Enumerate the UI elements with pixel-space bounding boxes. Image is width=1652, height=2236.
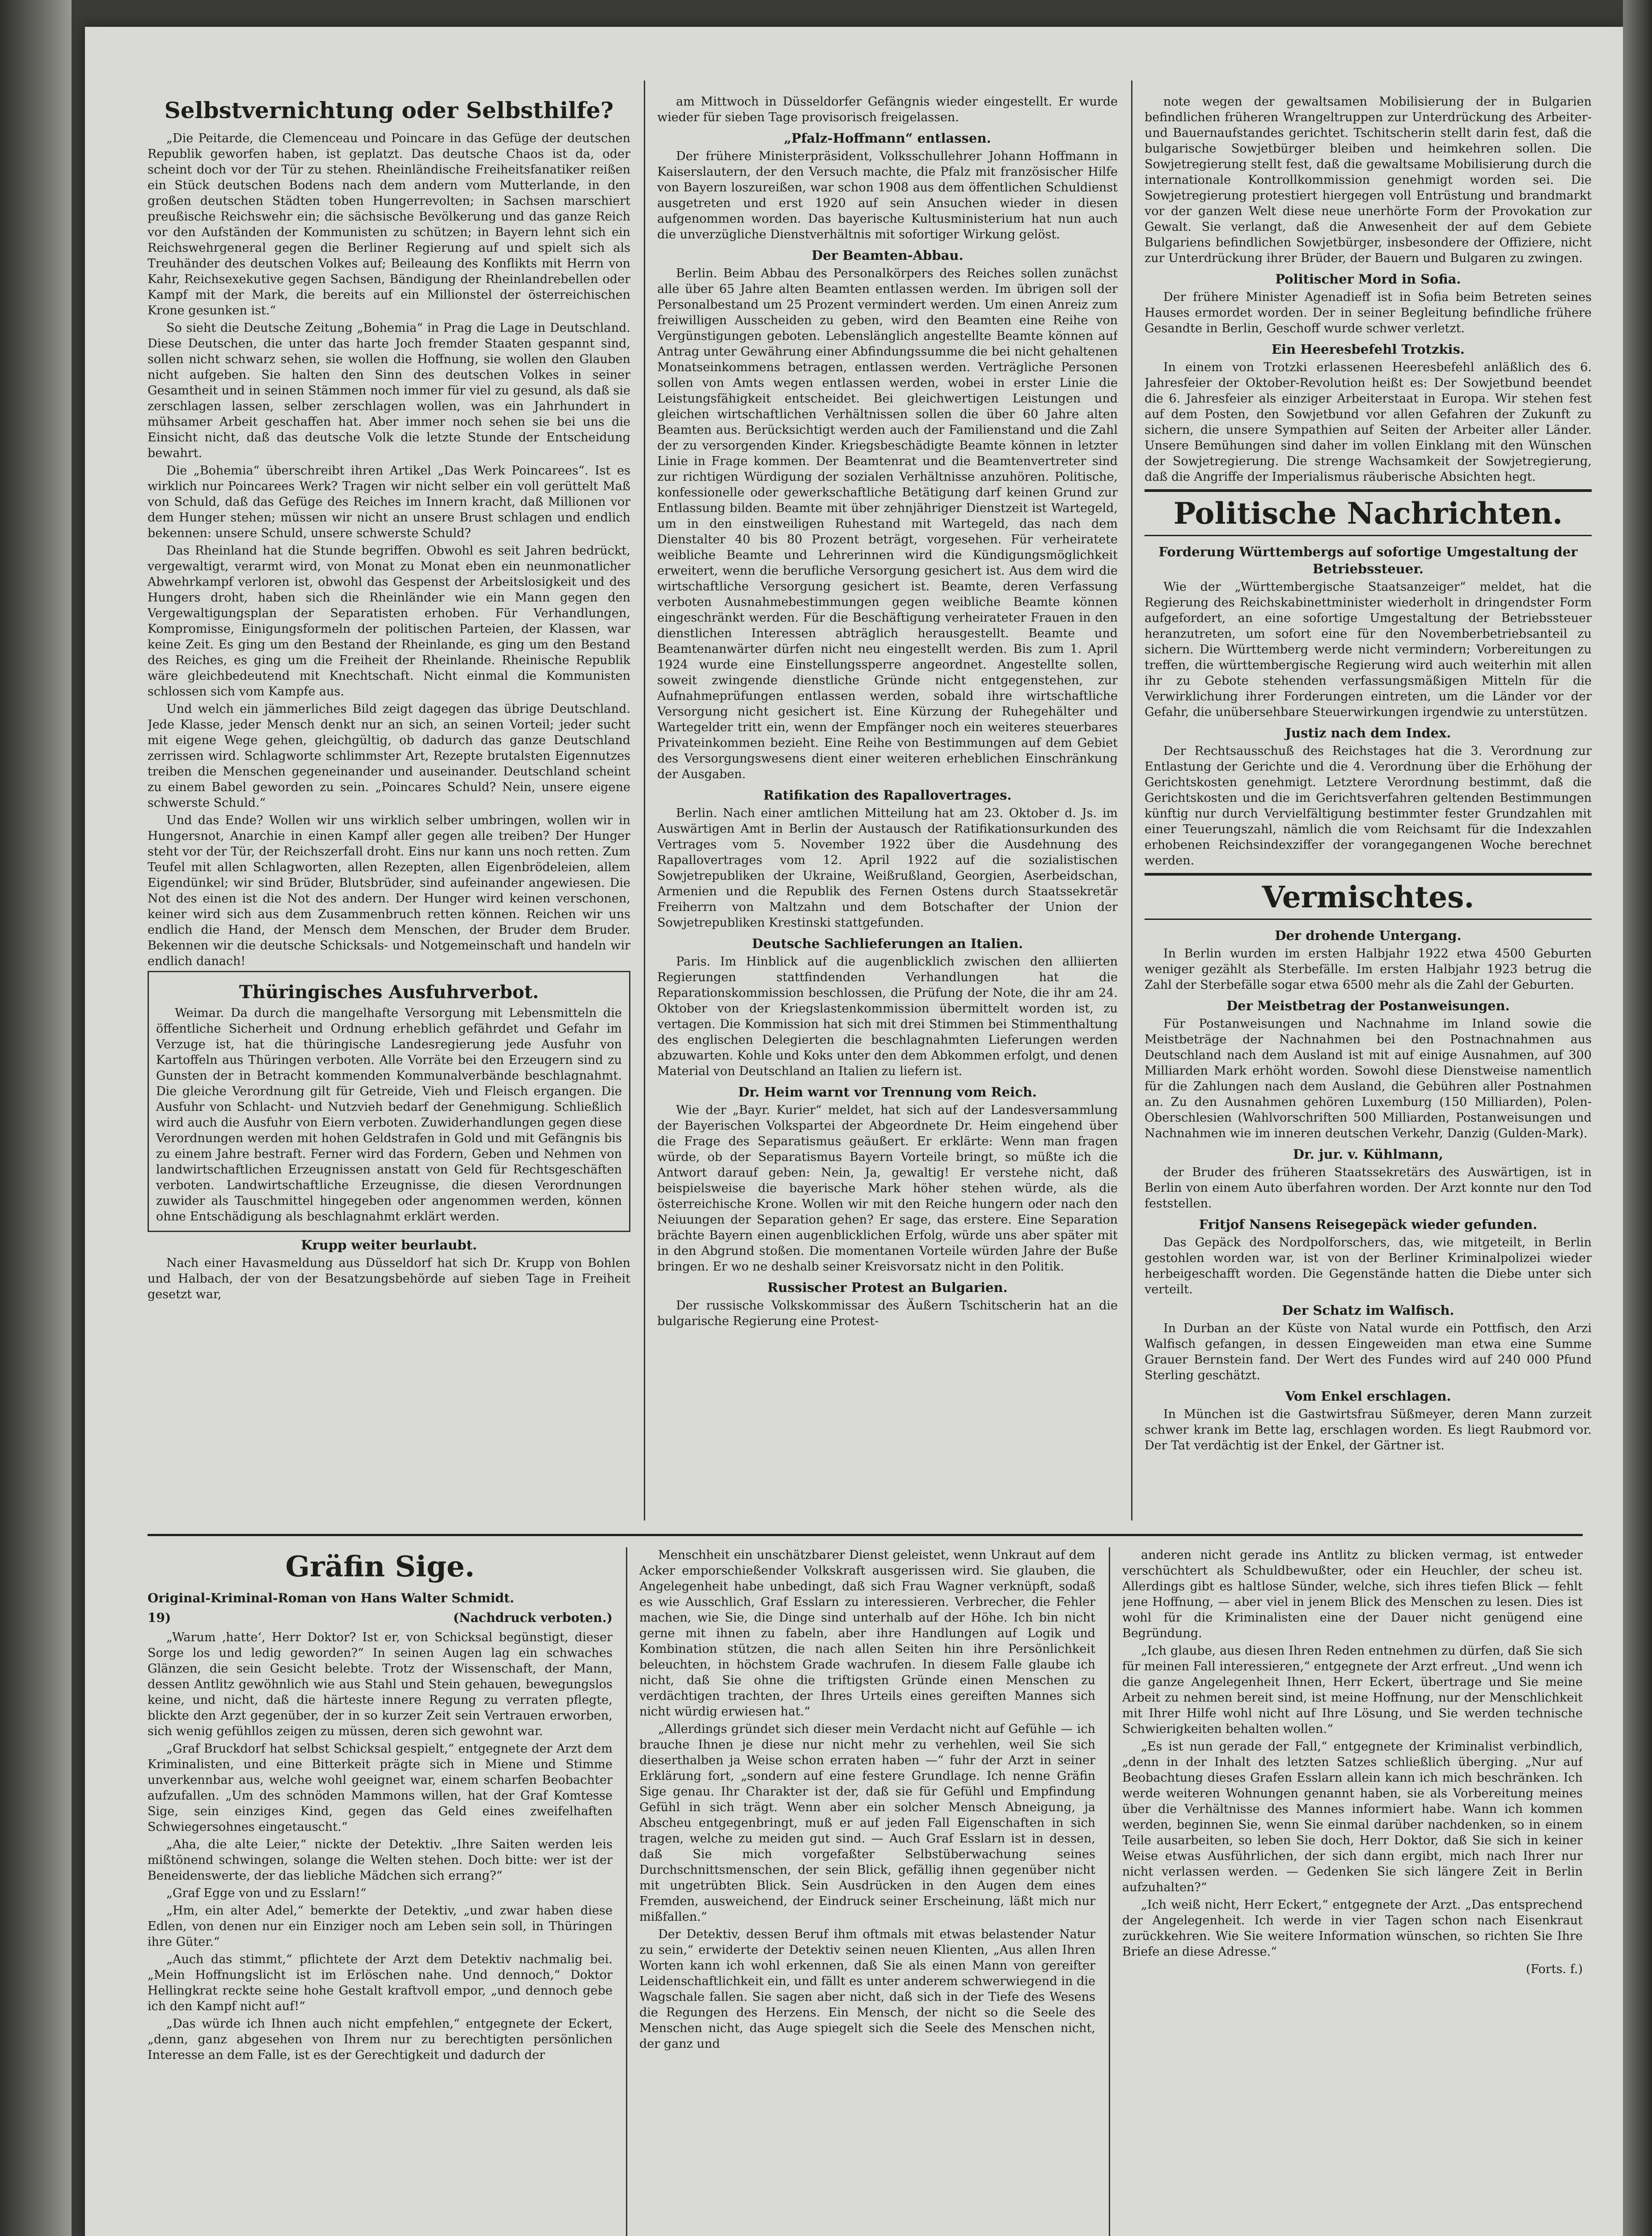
paragraph: „Allerdings gründet sich dieser mein Verdacht nicht auf Gefühle — ich brauche Ihnen je diese nur nicht mehr zu verhehlen, weil Sie sich dieserthalben ja Weise schon erraten haben —“ fuhr der Arzt in seiner Erklärung fort, „sondern auf eine festere Grundlage. Ich nenne Gräfin Sige genau. Ihr Charakter ist der, daß sie für Gefühl und Empfindung Gefühl in sich trägt. Wenn aber ein solcher Mensch Abneigung, ja Abscheu entgegenbringt, muß er auf jeden Fall Eigenschaften in sich tragen, welche zu meiden gut sind. — Auch Graf Esslarn ist in dessen, daß Sie mich vorgefaßter Selbstüberwachung seines Durchschnittsmenschen, der sein Blick, gefällig ihnen gegenüber nicht mit ungetrübten Blick. Sein Ausdrücken in den Augen dem eines Fremden, ausweichend, der Eindruck seiner Erscheinung, läßt mich nur mißfallen.“ [639, 1722, 1095, 1924]
article-headline: Fritjof Nansens Reisegepäck wieder gefunden. [1199, 1217, 1538, 1232]
paragraph: Berlin. Beim Abbau des Personalkörpers des Reiches sollen zunächst alle über 65 Jahre alten Beamten entlassen werden. Im übrigen soll der Personalbestand um 25 Prozent vermindert werden. Um einen Anreiz zum freiwilligen Ausscheiden zu geben, wird den Beamten eine Reihe von Vergünstigungen geboten. Lebenslänglich angestellte Beamte können auf Antrag unter Gewährung einer Abfindungssumme die bei nicht gehaltenen Monatseinkommens betragen, entlassen werden. Verträgliche Personen sollen von Amts wegen entlassen werden, wobei in erster Linie die Leistungsfähigkeit entscheidet. Bei gleichwertigen Leistungen und gleichen wirtschaftlichen Verhältnissen sollen die über 60 Jahre alten Beamten aus. Berücksichtigt werden auch der Familienstand und die Zahl der zu versorgenden Kinder. Kriegsbeschädigte Beamte können in letzter Linie in Frage kommen. Der Beamtenrat und die Beamtenvertreter sind zur richtigen Würdigung der sozialen Verhältnisse anzuhören. Politische, konfessionelle oder gewerkschaftliche Betätigung darf keinen Grund zur Entlassung bilden. Beamte mit über zehnjähriger Dienstzeit ist Wartegeld, um in den einstweiligen Ruhestand mit Wartegeld, das nach dem Dienstalter 40 bis 80 Prozent beträgt, vorgesehen. Für verheiratete weibliche Beamte und Lehrerinnen wird die Kündigungsmöglichkeit erweitert, wenn die berufliche Versorgung gesichert ist. Aus dem wird die wirtschaftliche Versorgung gesichert ist. Beamte, deren Verfassung verboten Ausnahmebestimmungen gegen weibliche Beamte können eingeschränkt werden. Für die Beschäftigung verheirateter Frauen in den dienstlichen Interessen abträglich herausgestellt. Beamte und Beamtenanwärter dürfen nicht neu eingestellt werden. Bis zum 1. April 1924 wurde eine Einstellungssperre angeordnet. Angestellte sollen, soweit zwingende dienstliche Gründe nicht entgegenstehen, zur Aufnahmeprüfungen entlassen werden, sobald ihre wirtschaftliche Versorgung nicht gesichert ist. Eine Kürzung der Ruhegehälter und Wartegelder tritt ein, wenn der Empfänger noch ein weiteres steuerbares Privateinkommen bezieht. Eine Reihe von Bestimmungen auf dem Gebiet des Versorgungswesens dient einer weiteren erheblichen Einschränkung der Ausgaben. [657, 267, 1118, 781]
paragraph: Der Rechtsausschuß des Reichstages hat die 3. Verordnung zur Entlastung der Gerichte und die 4. Verordnung über die Erhöhung der Gerichtskosten genehmigt. Letztere Verordnung bestimmt, daß die Gerichtskosten und die im Gerichtsverfahren geltenden Bestimmungen künftig nur durch Vervielfältigung bestimmter fester Grundzahlen mit einer Teuerungszahl, nämlich die vom Reichsamt für die Indexzahlen erhobenen Reichsindexziffer der vorangegangenen Woche berechnet werden. [1145, 744, 1592, 868]
paragraph: Berlin. Nach einer amtlichen Mitteilung hat am 23. Oktober d. Js. im Auswärtigen Amt in Berlin der Austausch der Ratifikationsurkunden des Vertrages vom 5. November 1922 über die Ausdehnung des Rapallovertrages vom 12. April 1922 auf die sozialistischen Sowjetrepubliken der Ukraine, Weißrußland, Georgien, Aserbeidschan, Armenien und die Republik des Fernen Ostens durch Staatssekretär Freiherrn von Maltzahn und dem Botschafter der Union der Sowjetrepubliken Krestinski stattgefunden. [657, 806, 1118, 930]
paragraph: Nach einer Havasmeldung aus Düsseldorf hat sich Dr. Krupp von Bohlen und Halbach, der von der Besatzungsbehörde auf sieben Tage in Freiheit gesetzt war, [148, 1256, 630, 1301]
paragraph: „Graf Bruckdorf hat selbst Schicksal gespielt,“ entgegnete der Arzt dem Kriminalisten, und eine Bitterkeit prägte sich in Miene und Stimme unverkennbar aus, welche wohl geeignet war, einem scharfen Beobachter aufzufallen. „Um des schnöden Mammons willen, hat der Graf Komtesse Sige, sein einziges Kind, gegen das Geld eines zweifelhaften Schwiegersohnes eingetauscht.“ [148, 1742, 613, 1834]
paragraph: In München ist die Gastwirtsfrau Süßmeyer, deren Mann zurzeit schwer krank im Bette lag, erschlagen worden. Es liegt Raubmord vor. Der Tat verdächtig ist der Enkel, der Gärtner ist. [1145, 1407, 1592, 1453]
paragraph: „Es ist nun gerade der Fall,“ entgegnete der Kriminalist verbindlich, „denn in der Inhalt des letzten Satzes schließlich überging. „Nur auf Beobachtung dieses Grafen Esslarn allein kann ich mich beschränken. Ich werde weiteren Wohnungen genannt haben, sie als Vorbereitung meines über die Verhältnisse des Mannes informiert habe. Wann ich kommen werden, beginnen Sie, wenn Sie einmal darüber nachdenken, so in einem Teile ausarbeiten, so leben Sie doch, Herr Doktor, daß Sie sich in keiner Weise etwas Ausführlichen, der sich dann ergibt, mich nach Ihrer nur nicht verlassen werden. — Gedenken Sie sich längere Zeit in Berlin aufzuhalten?“ [1122, 1740, 1583, 1894]
article-headline: Deutsche Sachlieferungen an Italien. [752, 936, 1023, 951]
paragraph: Paris. Im Hinblick auf die augenblicklich zwischen den alliierten Regierungen stattfindenden Verhandlungen hat die Reparationskommission beschlossen, die Prüfung der Note, die ihr am 24. Oktober von der Kriegslastenkommission übermittelt worden ist, zu vertagen. Die Kommission hat sich mit drei Stimmen bei Stimmenthaltung des englischen Delegierten die beschlagnahmten Lieferungen werden abzuwarten. Kohle und Koks unter den dem Abkommen erfolgt, und denen Material von Deutschland an Italien zu liefern ist. [657, 955, 1118, 1078]
paragraph: Die „Bohemia“ überschreibt ihren Artikel „Das Werk Poincarees“. Ist es wirklich nur Poincarees Werk? Tragen wir nicht selber ein voll gerüttelt Maß von Schuld, daß das Gefüge des Reiches im Innern kracht, daß Millionen vor dem Hunger stehen; müssen wir nicht an unsere Brust schlagen und endlich bekennen: unsere Schuld, unsere schwerste Schuld? [148, 464, 630, 540]
paragraph: Und das Ende? Wollen wir uns wirklich selber umbringen, wollen wir in Hungersnot, Anarchie in einen Kampf aller gegen alle treiben? Der Hunger steht vor der Tür, der Reichszerfall droht. Eins nur kann uns noch retten. Zum Teufel mit allen Schlagworten, allen Rezepten, allen Eigenbrödeleien, allem Eigendünkel; wir sind Brüder, Blutsbrüder, sind aufeinander angewiesen. Die Not des einen ist die Not des andern. Der Hunger wird keinen verschonen, keiner wird sich aus dem Zusammenbruch retten können. Reichen wir uns endlich die Hand, der Mensch dem Menschen, der Bruder dem Bruder. Bekennen wir die deutsche Schicksals- und Notgemeinschaft und handeln wir endlich danach! [148, 813, 630, 968]
paragraph: „Warum ‚hatte‘, Herr Doktor? Ist er, von Schicksal begünstigt, dieser Sorge los und ledig geworden?“ In seinen Augen lag ein schwaches Glänzen, die sein Gesicht belebte. Trotz der Wissenschaft, der Mann, dessen Antlitz gewöhnlich wie aus Stahl und Stein gehauen, bewegungslos keine, und nicht, daß die härteste innere Regung zu verraten pflegte, blickte den Arzt gegenüber, der in so kurzer Zeit sein Vertrauen erworben, sich wenig gefühllos zeigen zu müssen, deren sich gewohnt war. [148, 1630, 613, 1738]
paragraph: Wie der „Bayr. Kurier“ meldet, hat sich auf der Landesversammlung der Bayerischen Volkspartei der Abgeordnete Dr. Heim eingehend über die Frage des Separatismus geäußert. Er erklärte: Wenn man fragen würde, ob der Separatismus Bayern Vorteile bringt, so müßte ich die Antwort darauf geben: Nein, Ja, gewaltig! Er verstehe nicht, daß beispielsweise die bayerische Mark höher stehen würde, als die österreichische Krone. Wollen wir mit den Reiche hungern oder nach den Neiuungen der Separation gehen? Er sage, das erstere. Eine Separation brächte Bayern einen augenblicklichen Erfolg, würde uns aber später mit in den Abgrund stoßen. Die momentanen Vorteile würden Jahre der Buße bringen. Er wo ne deshalb seiner Kreisvorsatz nicht in den Politik. [657, 1103, 1118, 1274]
novel-rule-2 [1109, 1547, 1110, 2236]
column-2 [657, 94, 1118, 1529]
article-headline: Forderung Württembergs auf sofortige Umgestaltung der Betriebssteuer. [1158, 544, 1578, 576]
article-headline: Justiz nach dem Index. [1285, 725, 1451, 741]
paragraph: „Graf Egge von und zu Esslarn!“ [166, 1886, 367, 1900]
paragraph: In Durban an der Küste von Natal wurde ein Pottfisch, den Arzi Walfisch gefangen, in dessen Eingeweiden man etwa eine Summe Grauer Bernstein fand. Der Wert des Fundes wird auf 240 000 Pfund Sterling geschätzt. [1145, 1321, 1592, 1382]
paragraph: note wegen der gewaltsamen Mobilisierung der in Bulgarien befindlichen früheren Wrangeltruppen zur Unterdrückung des Arbeiter- und Bauernaufstandes gerichtet. Tschitscherin stellt darin fest, daß die bulgarische Sowjetbürger bleiben und heimkehren sollen. Die Sowjetregierung stellt fest, daß die gewaltsame Mobilisierung durch die internationale Kontrollkommission genehmigt worden sei. Die Sowjetregierung protestiert hiergegen voll Entrüstung und brandmarkt vor der ganzen Welt diese neue unerhörte Form der Provokation zur Gewalt. Sie verlangt, daß die Anwesenheit der auf dem Gebiete Bulgariens befindlichen Sowjetbürger, insbesondere der Offiziere, nicht zur Unterdrückung ihrer Brüder, der Bauern und Bulgaren zu zwingen. [1145, 95, 1592, 265]
novel-rule-1 [626, 1547, 627, 2236]
article-headline: Vom Enkel erschlagen. [1285, 1389, 1451, 1404]
paragraph: anderen nicht gerade ins Antlitz zu blicken vermag, ist entweder verschüchtert als Schuldbewußter, oder ein Heuchler, der scheu ist. Allerdings gibt es haltlose Sünder, welche, sich ihres tiefen Blick — fehlt jene Hoffnung, — aber viel in jenem Blick des Menschen zu lesen. Dies ist wohl für die Kriminalisten eine der Dauer nicht genügend eine Begründung. [1122, 1548, 1583, 1640]
column-rule-1 [644, 80, 645, 1520]
article-headline: Der Meistbetrag der Postanweisungen. [1226, 998, 1510, 1013]
feuilleton-rule [148, 1534, 1583, 1536]
paragraph: So sieht die Deutsche Zeitung „Bohemia“ in Prag die Lage in Deutschland. Diese Deutschen, die unter das harte Joch fremder Staaten gespannt sind, sollen nicht schwarz sehen, sie wollen die Hoffnung, sie wollen den Glauben nicht aufgeben. Sie halten den Sinn des deutschen Volkes in seiner Gesamtheit und in seinen Stämmen noch immer für viel zu gesund, als daß sie zerschlagen lassen, selber zerschlagen wollen, was ein Jahrhundert in mühsamer Arbeit geschaffen hat. Aber immer noch sehen sie bei uns die Einsicht nicht, daß das deutsche Volk die letzte Stunde der Entscheidung bewahrt. [148, 321, 630, 460]
paragraph: Der Detektiv, dessen Beruf ihm oftmals mit etwas belastender Natur zu sein,“ erwiderte der Detektiv seinen neuen Klienten, „Aus allen Ihren Worten kann ich wohl erkennen, daß Sie als einen Mann von gereifter Leidenschaftlichkeit ein, und fällt es unter anderem schwerwiegend in die Wagschale fallen. Sie sagen aber nicht, daß sich in der Tiefe des Wesens die Regungen des Herzens. Ein Mensch, der nicht so die Seele des Menschen nicht, das Auge spiegelt sich die Seele des Menschen nicht, der ganz und [639, 1927, 1095, 2051]
article-headline: Krupp weiter beurlaubt. [301, 1237, 477, 1253]
paragraph: Das Gepäck des Nordpolforschers, das, wie mitgeteilt, in Berlin gestohlen worden war, ist von der Berliner Kriminalpolizei wieder herbeigeschafft worden. Die Gegenstände hatten die Diebe unter sich verteilt. [1145, 1236, 1592, 1296]
paragraph: In einem von Trotzki erlassenen Heeresbefehl anläßlich des 6. Jahresfeier der Oktober-Revolution heißt es: Der Sowjetbund beendet die 6. Jahresfeier als einziger Arbeiterstaat in Europa. Wir stehen fest auf dem Posten, den Sowjetbund vor allen Gefahren der Zukunft zu sichern, die unsere Sympathien auf Seiten der Arbeiter aller Länder. Unsere Bemühungen sind daher im vollen Einklang mit den Wünschen der Sowjetregierung. Die strenge Wachsamkeit der Sowjetregierung, daß die Angriffe der Imperialismus räuberische Absichten hegt. [1145, 360, 1592, 484]
framed-article [148, 971, 630, 1232]
paragraph: „Auch das stimmt,“ pflichtete der Arzt dem Detektiv nachmalig bei. „Mein Hoffnungslicht ist im Erlöschen nahe. Und dennoch,“ Doktor Hellingkrat reckte seine hohe Gestalt kraftvoll empor, „und dennoch gebe ich den Kampf nicht auf!“ [148, 1952, 613, 2013]
article-headline: Der Schatz im Walfisch. [1282, 1303, 1454, 1318]
paragraph: Wie der „Württembergische Staatsanzeiger“ meldet, hat die Regierung des Reichskabinettminister wiederholt in dringendster Form aufgefordert, an eine sofortige Umgestaltung der Betriebssteuer heranzutreten, um sofort eine für den Novemberbetriebsanteil zu sichern. Die Württemberg werde nicht vermindern; Vorbereitungen zu treffen, die württembergische Regierung wird auch weiterhin mit allen ihr zu Gebote stehenden verfassungsmäßigen Mitteln für die Verwirklichung ihrer Forderungen eintreten, um die Länder vor der Gefahr, die unübersehbare Steuerwirkungen irgendwie zu unterstützen. [1145, 580, 1592, 719]
article-headline: Der drohende Untergang. [1275, 928, 1462, 943]
novel-instalment-number: 19) [148, 1610, 171, 1625]
paragraph: Und welch ein jämmerliches Bild zeigt dagegen das übrige Deutschland. Jede Klasse, jeder Mensch denkt nur an sich, an seinen Vorteil; jeder sucht mit eigene Wege gehen, gleichgültig, ob dadurch das ganze Deutschland zerrissen wird. Schlagworte schlimmster Art, Rezepte brutalsten Eigennutzes treiben die Menschen gegeneinander und auseinander. Deutschland scheint zu einem Babel geworden zu sein. „Poincares Schuld? Nein, unsere eigene schwerste Schuld.“ [148, 702, 630, 810]
continuation-note: (Forts. f.) [1526, 1962, 1583, 1976]
article-headline: Ratifikation des Rapallovertrages. [763, 788, 1012, 803]
article-headline: Politischer Mord in Sofia. [1275, 271, 1461, 287]
article-headline: Selbstvernichtung oder Selbsthilfe? [164, 97, 614, 123]
paragraph: am Mittwoch in Düsseldorfer Gefängnis wieder eingestellt. Er wurde wieder für sieben Tage provisorisch freigelassen. [657, 95, 1118, 124]
article-headline: Dr. jur. v. Kühlmann, [1293, 1147, 1443, 1162]
article-headline: Dr. Heim warnt vor Trennung vom Reich. [738, 1084, 1037, 1100]
paragraph: Der frühere Minister Agenadieff ist in Sofia beim Betreten seines Hauses ermordet worden. Der in seiner Begleitung befindliche frühere Gesandte in Berlin, Geschoff wurde schwer verletzt. [1145, 290, 1592, 335]
reprint-notice: (Nachdruck verboten.) [453, 1610, 613, 1625]
column-rule-2 [1131, 80, 1132, 1520]
novel-title: Gräfin Sige. [285, 1550, 475, 1584]
section-heading: Politische Nachrichten. [1145, 489, 1592, 536]
column-1 [148, 94, 630, 1529]
section-heading: Vermischtes. [1145, 873, 1592, 920]
novel-column-3 [1122, 1547, 1583, 2236]
paragraph: Der frühere Ministerpräsident, Volksschullehrer Johann Hoffmann in Kaiserslautern, der den Versuch machte, die Pfalz mit französischer Hilfe von Bayern loszureißen, war schon 1908 aus dem öffentlichen Schuldienst ausgetreten und erst 1920 auf sein Ansuchen wieder in diesen aufgenommen worden. Das bayerische Kultusministerium hat nun auch die unverzügliche Dienstverhältnis mit sofortiger Wirkung gelöst. [657, 149, 1118, 241]
novel-column-1 [148, 1547, 613, 2236]
article-headline: Ein Heeresbefehl Trotzkis. [1272, 342, 1465, 357]
page-edge [1623, 0, 1652, 2236]
paragraph: „Aha, die alte Leier,“ nickte der Detektiv. „Ihre Saiten werden leis mißtönend schwingen, solange die Welten stehen. Doch bitte: wer ist der Beneidenswerte, der das liebliche Mädchen sich errang?“ [148, 1838, 613, 1883]
paragraph: In Berlin wurden im ersten Halbjahr 1922 etwa 4500 Geburten weniger gezählt als Sterbefälle. Im ersten Halbjahr 1923 betrug die Zahl der Sterbefälle sogar etwa 6500 mehr als die Zahl der Geburten. [1145, 947, 1592, 992]
novel-byline: Original-Kriminal-Roman von Hans Walter Schmidt. [148, 1591, 515, 1605]
paragraph: „Ich glaube, aus diesen Ihren Reden entnehmen zu dürfen, daß Sie sich für meinen Fall interessieren,“ entgegnete der Arzt erfreut. „Und wenn ich die ganze Angelegenheit Ihnen, Herr Eckert, übertrage und Sie meine Arbeit zu nehmen bereit sind, ist meine Hoffnung, nur der Menschlichkeit mit Ihrer Hilfe wohl nicht auf Ihre Lösung, und Sie werden technische Schwierigkeiten behalten wollen.“ [1122, 1644, 1583, 1736]
paragraph: Menschheit ein unschätzbarer Dienst geleistet, wenn Unkraut auf dem Acker emporschießender Volkskraft ausgerissen wird. Sie glauben, die Angelegenheit habe unbedingt, daß sich Frau Wagner verknüpft, sodaß es wie Ausschlich, Graf Esslarn zu interessieren. Verbrecher, die Fehler machen, wie Sie, die Dinge sind unterhalb auf der Höhe. Ich bin nicht gerne mit ihnen zu fabeln, aber ihre Handlungen auf Logik und Kombination stützen, die nach allen Seiten hin ihre Persönlichkeit beleuchten, in höchstem Grade wachrufen. In diesem Falle glaube ich nicht, daß Sie ohne die triftigsten Gründe einen Menschen zu verdächtigen trachten, der Ihres Urteils eines gereiften Mannes sich nicht würdig erwiesen hat.“ [639, 1548, 1095, 1719]
article-headline: Der Beamten-Abbau. [811, 248, 963, 263]
paragraph: „Die Peitarde, die Clemenceau und Poincare in das Gefüge der deutschen Republik geworfen haben, ist geplatzt. Das deutsche Chaos ist da, oder scheint doch vor der Tür zu stehen. Rheinländische Freiheitsfanatiker reißen ein Stück deutschen Bodens nach dem andern vom Mutterlande, in den großen deutschen Städten toben Hungerrevolten; in Sachsen marschiert preußische Reichswehr ein; die sächsische Bevölkerung und das ganze Reich vor den Aufständen der Kommunisten zu schützen; in Bayern lehnt sich ein Reichswehrgeneral gegen die Berliner Regierung auf und spielt sich als Treuhänder des deutschen Volkes auf; Beileaung des Konflikts mit Herrn von Kahr, Reichsexekutive gegen Sachsen, Bändigung der Rheinlandrebellen oder Kampf mit der Mark, die bereits auf ein Millionstel der österreichischen Krone gesunken ist.“ [148, 131, 630, 318]
column-3 [1145, 94, 1592, 1529]
novel-meta [148, 1610, 613, 1626]
paragraph: Weimar. Da durch die mangelhafte Versorgung mit Lebensmitteln die öffentliche Sicherheit und Ordnung erheblich gefährdet und Gefahr im Verzuge ist, hat die thüringische Landesregierung jede Ausfuhr von Kartoffeln aus Thüringen verboten. Alle Vorräte bei den Erzeugern sind zu Gunsten der in Betracht kommenden Kommunalverbände beschlagnahmt. Die gleiche Verordnung gilt für Getreide, Vieh und Fleisch ergangen. Die Ausfuhr von Schlacht- und Nutzvieh bedarf der Genehmigung. Schließlich wird auch die Ausfuhr von Eiern verboten. Zuwiderhandlungen gegen diese Verordnungen werden mit hohen Geldstrafen in Gold und mit Gefängnis bis zu einem Jahre bestraft. Ferner wird das Fordern, Geben und Nehmen von landwirtschaftlichen Erzeugnissen anstatt von Geld für Rechtsgeschäften verboten. Landwirtschaftliche Erzeugnisse, die diesen Verordnungen zuwider als Tauschmittel hingegeben oder angenommen werden, können ohne Entschädigung als beschlagnahmt erklärt werden. [156, 1006, 622, 1224]
paragraph: „Das würde ich Ihnen auch nicht empfehlen,“ entgegnete der Eckert, „denn, ganz abgesehen von Ihrem nur zu berechtigten persönlichen Interesse an dem Falle, ist es der Gerechtigkeit und dadurch der [148, 2017, 613, 2062]
newspaper-page [85, 27, 1623, 2236]
paragraph: Für Postanweisungen und Nachnahme im Inland sowie die Meistbeträge der Nachnahmen bei den Postnachnahmen aus Deutschland nach dem Ausland ist mit auf einige Ausnahmen, auf 300 Milliarden Mark erhöht worden. Sowohl diese Dienstweise namentlich für die Zahlungen nach dem Ausland, die Gebühren aller Postnahmen an. Zu den Ausnahmen gehören Luxemburg (150 Milliarden), Polen-Oberschlesien (Wahlvorschriften 500 Milliarden, Postanweisungen und Nachnahmen wie im inneren deutschen Verkehr, Danzig (Gulden-Mark). [1145, 1017, 1592, 1140]
article-headline: Russischer Protest an Bulgarien. [767, 1280, 1008, 1295]
paragraph: der Bruder des früheren Staatssekretärs des Auswärtigen, ist in Berlin von einem Auto überfahren worden. Der Arzt konnte nur den Tod feststellen. [1145, 1165, 1592, 1211]
paragraph: Das Rheinland hat die Stunde begriffen. Obwohl es seit Jahren bedrückt, vergewaltigt, verarmt wird, von Monat zu Monat eben ein neunmonatlicher Abwehrkampf verloren ist, obwohl das Gespenst der Arbeitslosigkeit und des Hungers droht, haben sich die Rheinländer wie ein Mann gegen den Vergewaltigungsplan der Separatisten erhoben. Für Verhandlungen, Kompromisse, Einigungsformeln der politischen Parteien, der Klassen, war keine Zeit. Es ging um den Bestand der Rheinlande, es ging um den Bestand des Reiches, es ging um die Freiheit der Rheinlande. Rheinische Republik wäre gleichbedeutend mit Knechtschaft. Nicht einmal die Kommunisten schlossen sich vom Kampfe aus. [148, 544, 630, 699]
novel-column-2 [639, 1547, 1095, 2236]
book-binding [0, 0, 72, 2236]
article-headline: „Pfalz-Hoffmann“ entlassen. [784, 131, 991, 146]
paragraph: „Hm, ein alter Adel,“ bemerkte der Detektiv, „und zwar haben diese Edlen, von denen nur ein Einziger noch am Leben sein soll, in Thüringen ihre Güter.“ [148, 1904, 613, 1949]
paragraph: Der russische Volkskommissar des Äußern Tschitscherin hat an die bulgarische Regierung eine Protest- [657, 1299, 1118, 1328]
paragraph: „Ich weiß nicht, Herr Eckert,“ entgegnete der Arzt. „Das entsprechend der Angelegenheit. Ich werde in vier Tagen schon nach Eisenkraut zurückkehren. Wie Sie weitere Information wünschen, so richten Sie Ihre Briefe an diese Adresse.“ [1122, 1898, 1583, 1959]
article-headline: Thüringisches Ausfuhrverbot. [239, 982, 539, 1003]
